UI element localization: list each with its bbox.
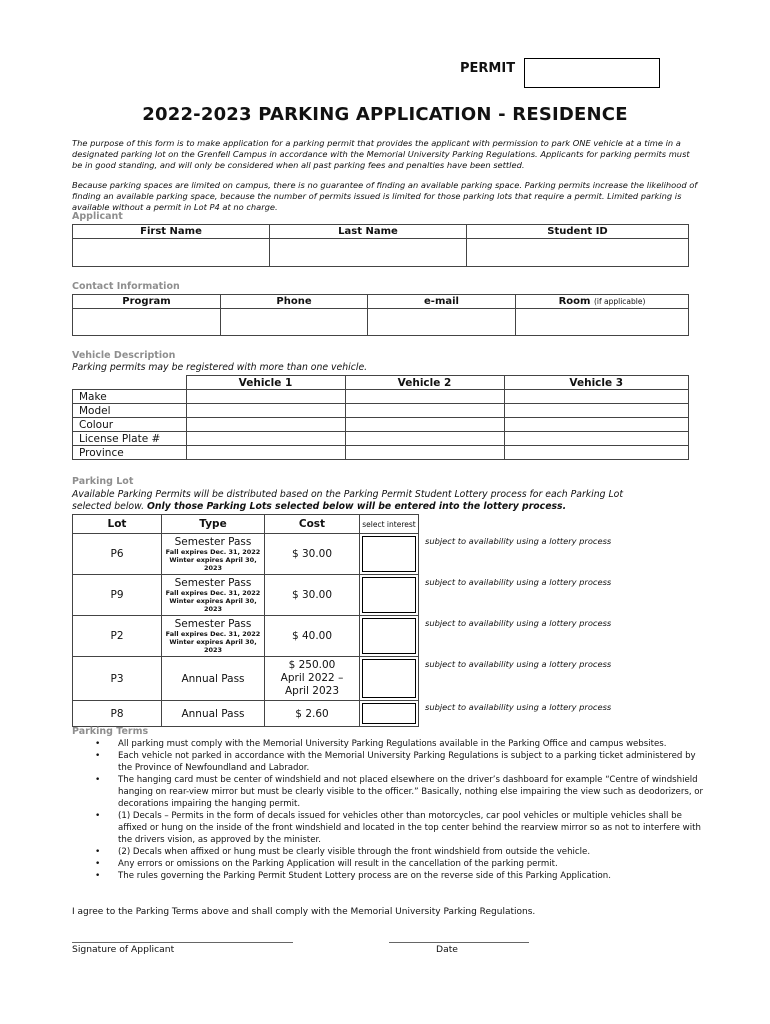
lottery-note-p2: subject to availability using a lottery process [425,618,612,628]
permit-label: PERMIT [460,61,516,76]
make-field[interactable] [504,390,689,404]
page-title: 2022-2023 PARKING APPLICATION - RESIDENCE [142,104,628,125]
lot-type [162,616,265,657]
winter-expiry: Winter expires April 30, 2023 [169,597,257,613]
model-field[interactable] [504,404,689,418]
program-field[interactable] [73,309,221,336]
vehicle-heading: Vehicle Description [72,350,176,361]
lot-name: P8 [73,701,162,727]
license-plate-field[interactable] [186,432,345,446]
email-field[interactable] [368,309,516,336]
lot-cost-period-end: April 2023 [284,685,340,697]
last-name-field[interactable] [270,239,467,267]
lot-name: P2 [73,616,162,657]
signature-label: Signature of Applicant [72,944,175,955]
winter-expiry: Winter expires April 30, 2023 [169,638,257,654]
vehicle-2-header: Vehicle 2 [345,376,504,390]
signature-field[interactable] [72,942,293,943]
permit-number-field[interactable] [524,58,660,88]
vehicle-corner [73,376,187,390]
cost-header: Cost [265,515,360,534]
phone-field[interactable] [221,309,368,336]
province-field[interactable] [186,446,345,460]
terms-item: • Any errors or omissions on the Parking Application will result in the cancellation of the parking permit. [72,858,712,870]
lot-cost: $ 2.60 [265,701,360,727]
room-field[interactable] [516,309,689,336]
date-field[interactable] [389,942,529,943]
interest-cell [360,575,419,616]
room-header [516,295,689,309]
lot-name: P3 [73,657,162,701]
parking-note-1: Available Parking Permits will be distributed based on the Parking Permit Student Lottery process for each Parking Lot [72,489,623,500]
interest-cell [360,701,419,727]
first-name-field[interactable] [73,239,270,267]
lot-type [162,575,265,616]
room-note: (if applicable) [593,297,646,306]
interest-cell [360,534,419,575]
license-plate-field[interactable] [504,432,689,446]
province-field[interactable] [504,446,689,460]
lot-type [162,534,265,575]
interest-checkbox-p9[interactable] [362,577,416,613]
lot-type-label: Semester Pass [174,536,252,548]
model-field[interactable] [345,404,504,418]
vehicle-note: Parking permits may be registered with more than one vehicle. [72,362,368,373]
lot-cost: $ 40.00 [265,616,360,657]
lot-cost: $ 30.00 [265,534,360,575]
lot-name: P6 [73,534,162,575]
fall-expiry: Fall expires Dec. 31, 2022 [165,589,261,597]
interest-cell [360,657,419,701]
parking-lot-table [72,514,419,727]
colour-field[interactable] [504,418,689,432]
contact-heading: Contact Information [72,281,180,292]
fall-expiry: Fall expires Dec. 31, 2022 [165,630,261,638]
lottery-note-p9: subject to availability using a lottery process [425,577,612,587]
lot-name: P9 [73,575,162,616]
lot-type-label: Semester Pass [174,618,252,630]
program-header: Program [73,295,221,309]
first-name-header: First Name [73,225,270,239]
license-plate-field[interactable] [345,432,504,446]
applicant-table [72,224,689,267]
lot-type: Annual Pass [162,657,265,701]
intro-paragraph-2: Because parking spaces are limited on campus, there is no guarantee of finding an available parking space. Parking permits increase the likelihood of finding an available parking space, because the number of permits issued is limited for those parking lots that require a permit. Limited parking is available without a permit in Lot P4 at no charge. [72,180,698,212]
lot-type: Annual Pass [162,701,265,727]
lottery-note-p8: subject to availability using a lottery process [425,702,612,712]
student-id-field[interactable] [467,239,689,267]
room-label: Room [558,296,591,307]
intro-paragraph-1: The purpose of this form is to make application for a parking permit that provides the applicant with permission to park ONE vehicle at a time in a designated parking lot on the Grenfell Campus in accordance with the Memorial University Parking Regulations. Applicants for parking permits must be in good standing, and will only be considered when all past parking fees and penalties have been settled. [72,138,690,170]
email-header: e-mail [368,295,516,309]
terms-item: • The rules governing the Parking Permit Student Lottery process are on the reverse side of this Parking Application. [72,870,712,882]
parking-note-2a: selected below. [72,501,145,512]
province-field[interactable] [345,446,504,460]
colour-field[interactable] [186,418,345,432]
phone-header: Phone [221,295,368,309]
colour-field[interactable] [345,418,504,432]
row-label-colour: Colour [73,418,187,432]
make-field[interactable] [186,390,345,404]
vehicle-3-header: Vehicle 3 [504,376,689,390]
parking-terms-list [72,738,712,882]
make-field[interactable] [345,390,504,404]
interest-checkbox-p6[interactable] [362,536,416,572]
interest-checkbox-p8[interactable] [362,703,416,724]
parking-note-2b: Only those Parking Lots selected below will be entered into the lottery process. [147,501,567,512]
lottery-note-p3: subject to availability using a lottery process [425,659,612,669]
agreement-statement: I agree to the Parking Terms above and shall comply with the Memorial University Parking Regulations. [72,907,536,917]
lot-cost [265,657,360,701]
parking-note-2 [72,501,566,512]
winter-expiry: Winter expires April 30, 2023 [169,556,257,572]
student-id-header: Student ID [467,225,689,239]
terms-item: • The hanging card must be center of windshield and not placed elsewhere on the driver’s dashboard for example “Centre of windshield hanging on rear-view mirror but must be clearly visible to the officer.” Basically, nothing else impairing the view such as deodorizers, or decorations impairing the hanging permit. [72,774,712,810]
select-interest-header: select interest [360,515,419,534]
last-name-header: Last Name [270,225,467,239]
row-label-province: Province [73,446,187,460]
fall-expiry: Fall expires Dec. 31, 2022 [165,548,261,556]
type-header: Type [162,515,265,534]
lot-type-label: Semester Pass [174,577,252,589]
vehicle-table [72,375,689,460]
lot-cost-amount: $ 250.00 [288,659,336,671]
row-label-license-plate: License Plate # [73,432,187,446]
terms-item: • (2) Decals when affixed or hung must be clearly visible through the front windshield from outside the vehicle. [72,846,712,858]
lot-header: Lot [73,515,162,534]
interest-checkbox-p3[interactable] [362,659,416,698]
date-label: Date [436,944,458,955]
applicant-heading: Applicant [72,211,123,222]
terms-item: • Each vehicle not parked in accordance with the Memorial University Parking Regulations is subject to a parking ticket administered by the Province of Newfoundland and Labrador. [72,750,712,774]
vehicle-1-header: Vehicle 1 [186,376,345,390]
contact-table [72,294,689,336]
lottery-note-p6: subject to availability using a lottery process [425,536,612,546]
terms-item: • (1) Decals – Permits in the form of decals issued for vehicles other than motorcycles, car pool vehicles or multiple vehicles shall be affixed or hung on the inside of the front windshield and located in the top center behind the rearview mirror so as not to interfere with the drivers vision, as approved by the minister. [72,810,712,846]
lot-cost-period-start: April 2022 – [280,672,344,684]
parking-terms-heading: Parking Terms [72,726,149,737]
interest-checkbox-p2[interactable] [362,618,416,654]
interest-cell [360,616,419,657]
parking-lot-heading: Parking Lot [72,476,134,487]
model-field[interactable] [186,404,345,418]
terms-item: • All parking must comply with the Memorial University Parking Regulations available in the Parking Office and campus websites. [72,738,712,750]
row-label-make: Make [73,390,187,404]
lot-cost: $ 30.00 [265,575,360,616]
row-label-model: Model [73,404,187,418]
